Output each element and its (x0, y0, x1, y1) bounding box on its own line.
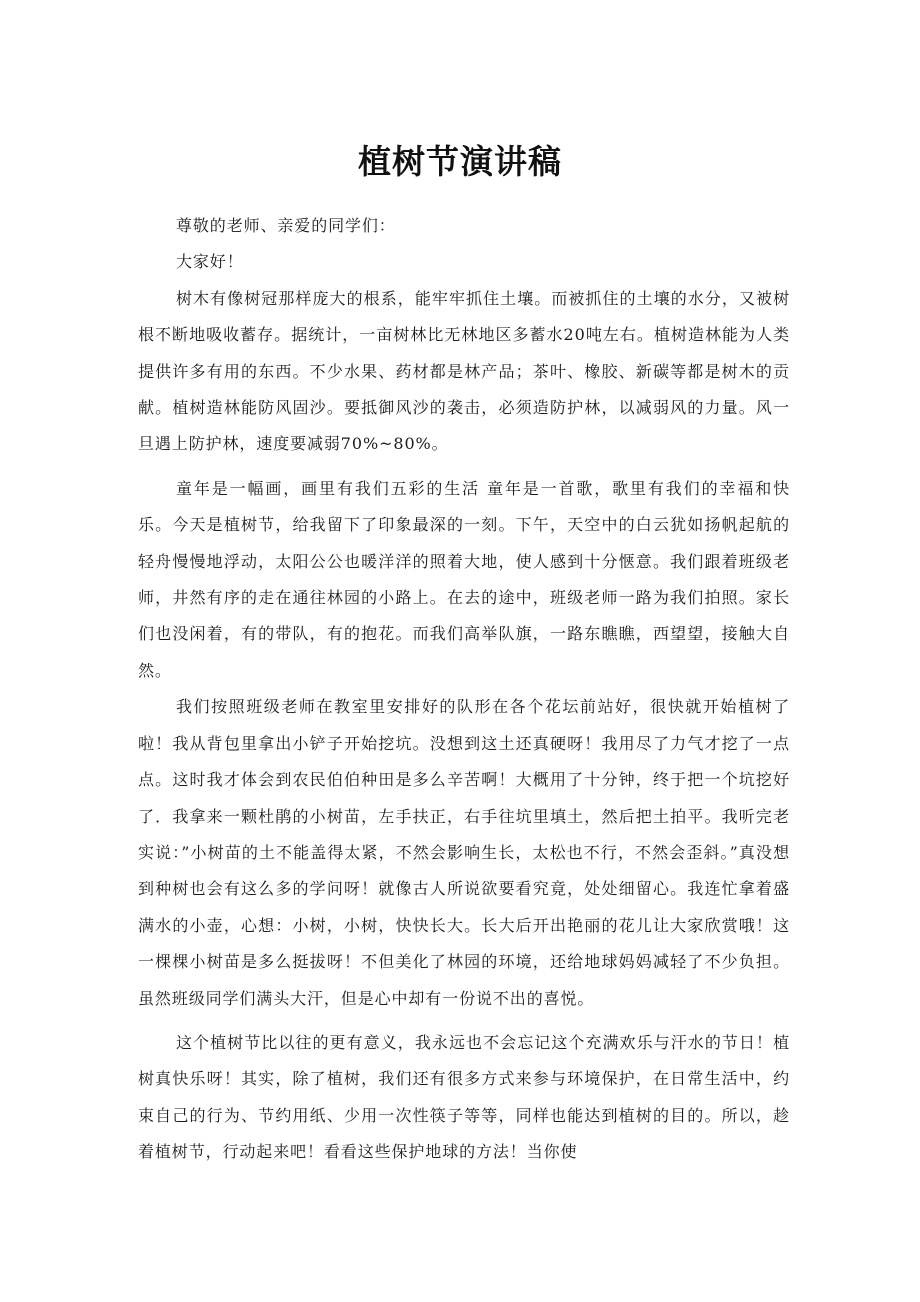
greeting-paragraph: 大家好！ (176, 252, 244, 272)
document-body (138, 208, 790, 1171)
body-paragraph-trees: 树木有像树冠那样庞大的根系，能牢牢抓住土壤。而被抓住的土壤的水分，又被树根不断地吸收蓄存。据统计，一亩树林比无林地区多蓄水20吨左右。植树造林能为人类提供许多有用的东西。不少水果、药材都是林产品；茶叶、橡胶、新碳等都是树木的贡献。植树造林能防风固沙。要抵御风沙的袭击，必须造防护林，以减弱风的力量。风一旦遇上防护林，速度要减弱70%~80%。 (138, 288, 790, 454)
salutation-paragraph: 尊敬的老师、亲爱的同学们： (176, 216, 396, 235)
body-paragraph-planting: 我们按照班级老师在教室里安排好的队形在各个花坛前站好，很快就开始植树了啦！我从背包里拿出小铲子开始挖坑。没想到这土还真硬呀！我用尽了力气才挖了一点点。这时我才体会到农民伯伯种田是多么辛苦啊！大概用了十分钟，终于把一个坑挖好了．我拿来一颗杜鹃的小树苗，左手扶正，右手往坑里填土，然后把土拍平。我听完老实说：”小树苗的土不能盖得太紧，不然会影响生长，太松也不行，不然会歪斜。”真没想到种树也会有这么多的学问呀！就像古人所说欲要看究竟，处处细留心。我连忙拿着盛满水的小壶，心想：小树，小树，快快长大。长大后开出艳丽的花儿让大家欣赏哦！这一棵棵小树苗是多么挺拔呀！不但美化了林园的环境，还给地球妈妈减轻了不少负担。虽然班级同学们满头大汗，但是心中却有一份说不出的喜悦。 (138, 697, 790, 1008)
page-title: 植树节演讲稿 (358, 142, 562, 182)
body-paragraph-conclusion: 这个植树节比以往的更有意义，我永远也不会忘记这个充满欢乐与汗水的节日！植树真快乐呀！其实，除了植树，我们还有很多方式来参与环境保护，在日常生活中，约束自己的行为、节约用纸、少用一次性筷子等等，同样也能达到植树的目的。所以，趁着植树节，行动起来吧！看看这些保护地球的方法！当你使 (138, 1032, 790, 1162)
body-paragraph-childhood: 童年是一幅画，画里有我们五彩的生活 童年是一首歌，歌里有我们的幸福和快乐。今天是植树节，给我留下了印象最深的一刻。下午，天空中的白云犹如扬帆起航的轻舟慢慢地浮动，太阳公公也暖洋洋的照着大地，使人感到十分惬意。我们跟着班级老师，井然有序的走在通往林园的小路上。在去的途中，班级老师一路为我们拍照。家长们也没闲着，有的带队，有的抱花。而我们高举队旗，一路东瞧瞧，西望望，接触大自然。 (138, 478, 790, 680)
